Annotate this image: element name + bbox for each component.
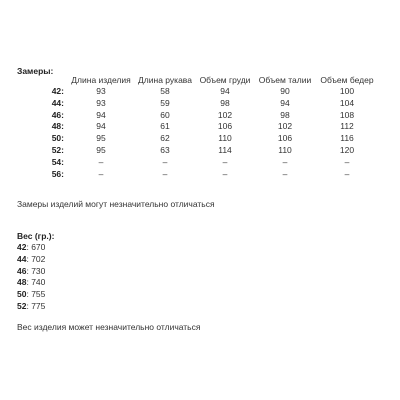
cell: 100 xyxy=(339,86,355,96)
cell: – xyxy=(344,156,350,167)
cell: 94 xyxy=(220,86,230,96)
row-size: 50: xyxy=(51,133,64,144)
header-size xyxy=(17,74,66,86)
row-size: 56: xyxy=(51,168,64,179)
list-item xyxy=(17,277,45,289)
cell: 60 xyxy=(160,109,170,120)
weight-value: : 775 xyxy=(26,300,46,311)
weight-title: Вес (гр.): xyxy=(17,231,55,241)
weight-value: : 670 xyxy=(26,242,46,252)
measurements-note: Замеры изделий могут незначительно отличаться xyxy=(17,199,215,209)
cell: – xyxy=(222,168,228,179)
list-item xyxy=(17,301,45,313)
weight-size: 50 xyxy=(17,289,27,300)
weight-value: : 702 xyxy=(26,253,46,264)
table-row xyxy=(17,110,380,122)
weight-value: : 755 xyxy=(26,289,46,300)
cell: 94 xyxy=(96,121,106,132)
weight-value: : 740 xyxy=(26,277,46,288)
cell: 94 xyxy=(280,97,290,108)
table-header-row xyxy=(17,74,380,86)
cell: 98 xyxy=(220,97,230,108)
weight-size: 46 xyxy=(17,265,27,276)
weight-list xyxy=(17,242,45,313)
cell: 58 xyxy=(160,86,170,96)
cell: 98 xyxy=(280,109,290,120)
cell: 102 xyxy=(277,121,293,132)
weight-size: 52 xyxy=(17,300,27,311)
cell: – xyxy=(98,156,104,167)
cell: 61 xyxy=(160,121,170,132)
cell: 94 xyxy=(96,109,106,120)
weight-size: 42 xyxy=(17,242,27,252)
cell: 62 xyxy=(160,133,170,144)
table-row xyxy=(17,145,380,157)
weight-size: 48 xyxy=(17,277,27,288)
row-size: 42: xyxy=(51,86,64,96)
cell: 93 xyxy=(96,86,106,96)
measurements-title: Замеры: xyxy=(17,66,54,76)
list-item xyxy=(17,266,45,278)
cell: 106 xyxy=(277,133,293,144)
row-size: 52: xyxy=(51,144,64,155)
table-row xyxy=(17,133,380,145)
table-row xyxy=(17,169,380,181)
cell: 102 xyxy=(217,109,233,120)
cell: 106 xyxy=(217,121,233,132)
cell: 63 xyxy=(160,144,170,155)
header-sleeve: Длина рукава xyxy=(138,75,192,85)
cell: 110 xyxy=(278,144,292,155)
cell: – xyxy=(344,168,350,179)
cell: 112 xyxy=(340,121,354,132)
table-row xyxy=(17,98,380,110)
weight-size: 44 xyxy=(17,253,27,264)
cell: – xyxy=(162,168,168,179)
cell: – xyxy=(98,168,104,179)
cell: 93 xyxy=(96,97,106,108)
cell: 114 xyxy=(218,144,232,155)
measurements-table xyxy=(17,74,380,180)
cell: 95 xyxy=(96,133,106,144)
cell: 120 xyxy=(339,144,355,155)
row-size: 54: xyxy=(51,156,64,167)
header-hips: Объем бедер xyxy=(320,75,374,85)
header-waist: Объем талии xyxy=(258,75,312,85)
cell: 95 xyxy=(96,144,106,155)
cell: – xyxy=(282,156,288,167)
cell: 108 xyxy=(339,109,355,120)
cell: 104 xyxy=(339,97,355,108)
list-item xyxy=(17,289,45,301)
cell: 116 xyxy=(340,133,354,144)
weight-note: Вес изделия может незначительно отличаться xyxy=(17,322,201,332)
header-chest: Объем груди xyxy=(199,75,251,85)
cell: 110 xyxy=(218,133,232,144)
row-size: 46: xyxy=(51,109,64,120)
row-size: 44: xyxy=(51,97,64,108)
list-item xyxy=(17,242,45,254)
table-row xyxy=(17,86,380,98)
cell: 59 xyxy=(160,97,170,108)
cell: 90 xyxy=(280,86,290,96)
cell: – xyxy=(282,168,288,179)
header-length: Длина изделия xyxy=(71,75,131,85)
row-size: 48: xyxy=(51,121,64,132)
cell: – xyxy=(162,156,168,167)
list-item xyxy=(17,254,45,266)
table-row xyxy=(17,157,380,169)
table-row xyxy=(17,121,380,133)
weight-value: : 730 xyxy=(26,265,46,276)
cell: – xyxy=(222,156,228,167)
